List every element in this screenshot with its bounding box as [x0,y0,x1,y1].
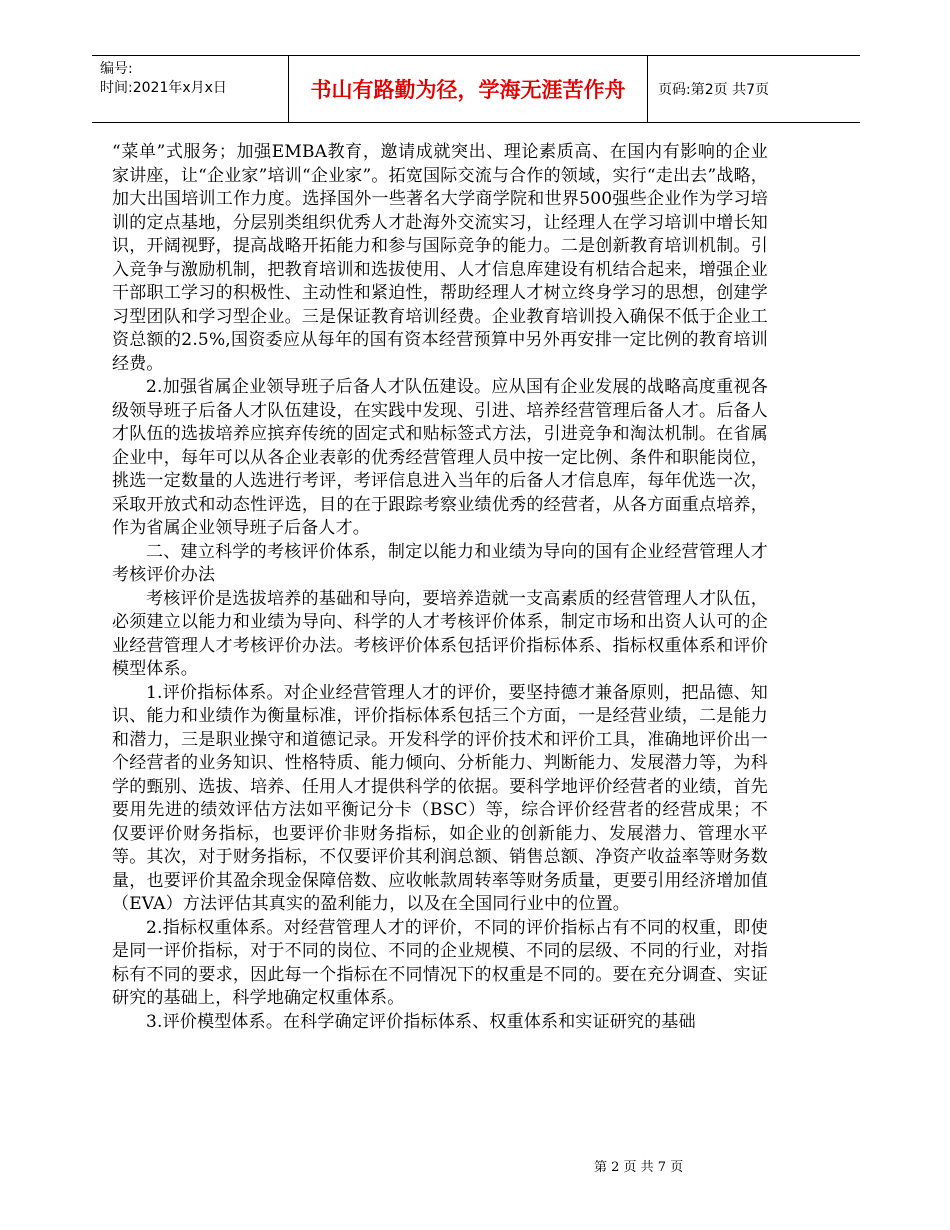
section-heading: 二、建立科学的考核评价体系，制定以能力和业绩为导向的国有企业经营管理人才考核评价办法 [112,541,768,585]
paragraph: 3.评价模型体系。在科学确定评价指标体系、权重体系和实证研究的基础 [146,1011,696,1032]
document-body [112,141,768,1034]
header-meta [100,60,227,98]
header-motto: 书山有路勤为径，学海无涯苦作舟 [288,56,648,122]
paragraph: “菜单”式服务；加强EMBA教育，邀请成就突出、理论素质高、在国内有影响的企业家讲座，让“企业家”培训“企业家”。拓宽国际交流与合作的领域，实行“走出去”战略，加大出国培训工作力度。选择国外一些著名大学商学院和世界500强些企业作为学习培训的定点基地，分层别类组织优秀人才赴海外交流实习，让经理人在学习培训中增长知识，开阔视野，提高战略开拓能力和参与国际竞争的能力。二是创新教育培训机制。引入竞争与激励机制，把教育培训和选拔使用、人才信息库建设有机结合起来，增强企业干部职工学习的积极性、主动性和紧迫性，帮助经理人才树立终身学习的思想，创建学习型团队和学习型企业。三是保证教育培训经费。企业教育培训投入确保不低于企业工资总额的2.5%,国资委应从每年的国有资本经营预算中另外再安排一定比例的教育培训经费。 [112,142,768,374]
paragraph: 2.指标权重体系。对经营管理人才的评价，不同的评价指标占有不同的权重，即使是同一评价指标，对于不同的岗位、不同的企业规模、不同的层级、不同的行业，对指标有不同的要求，因此每一个指标在不同情况下的权重是不同的。要在充分调查、实证研究的基础上，科学地确定权重体系。 [112,917,768,1008]
page-header [92,55,860,123]
footer-page-number: 第 2 页 共 7 页 [594,1160,684,1175]
paragraph: 2.加强省属企业领导班子后备人才队伍建设。应从国有企业发展的战略高度重视各级领导班子后备人才队伍建设，在实践中发现、引进、培养经营管理后备人才。后备人才队伍的选拔培养应摈弃传统的固定式和贴标签式方法，引进竞争和淘汰机制。在省属企业中，每年可以从各企业表彰的优秀经营管理人员中按一定比例、条件和职能岗位，挑选一定数量的人选进行考评，考评信息进入当年的后备人才信息库，每年优选一次，采取开放式和动态性评选，目的在于跟踪考察业绩优秀的经营者，从各方面重点培养，作为省属企业领导班子后备人才。 [112,377,768,538]
paragraph: 考核评价是选拔培养的基础和导向，要培养造就一支高素质的经营管理人才队伍，必须建立以能力和业绩为导向、科学的人才考核评价体系，制定市场和出资人认可的企业经营管理人才考核评价办法。考核评价体系包括评价指标体系、指标权重体系和评价模型体系。 [112,588,768,679]
time-label: 时间:2021年x月x日 [100,80,227,96]
paragraph: 1.评价指标体系。对企业经营管理人才的评价，要坚持德才兼备原则，把品德、知识、能力和业绩作为衡量标准，评价指标体系包括三个方面，一是经营业绩，二是能力和潜力，三是职业操守和道德记录。开发科学的评价技术和评价工具，准确地评价出一个经营者的业务知识、性格特质、能力倾向、分析能力、判断能力、发展潜力等，为科学的甄别、选拔、培养、任用人才提供科学的依据。要科学地评价经营者的业绩，首先要用先进的绩效评估方法如平衡记分卡（BSC）等，综合评价经营者的经营成果；不仅要评价财务指标，也要评价非财务指标，如企业的创新能力、发展潜力、管理水平等。其次，对于财务指标，不仅要评价其利润总额、销售总额、净资产收益率等财务数量，也要评价其盈余现金保障倍数、应收帐款周转率等财务质量，更要引用经济增加值（EVA）方法评估其真实的盈利能力，以及在全国同行业中的位置。 [112,682,768,914]
serial-number-label: 编号: [100,61,133,77]
header-page-info: 页码:第2页 共7页 [658,82,769,98]
